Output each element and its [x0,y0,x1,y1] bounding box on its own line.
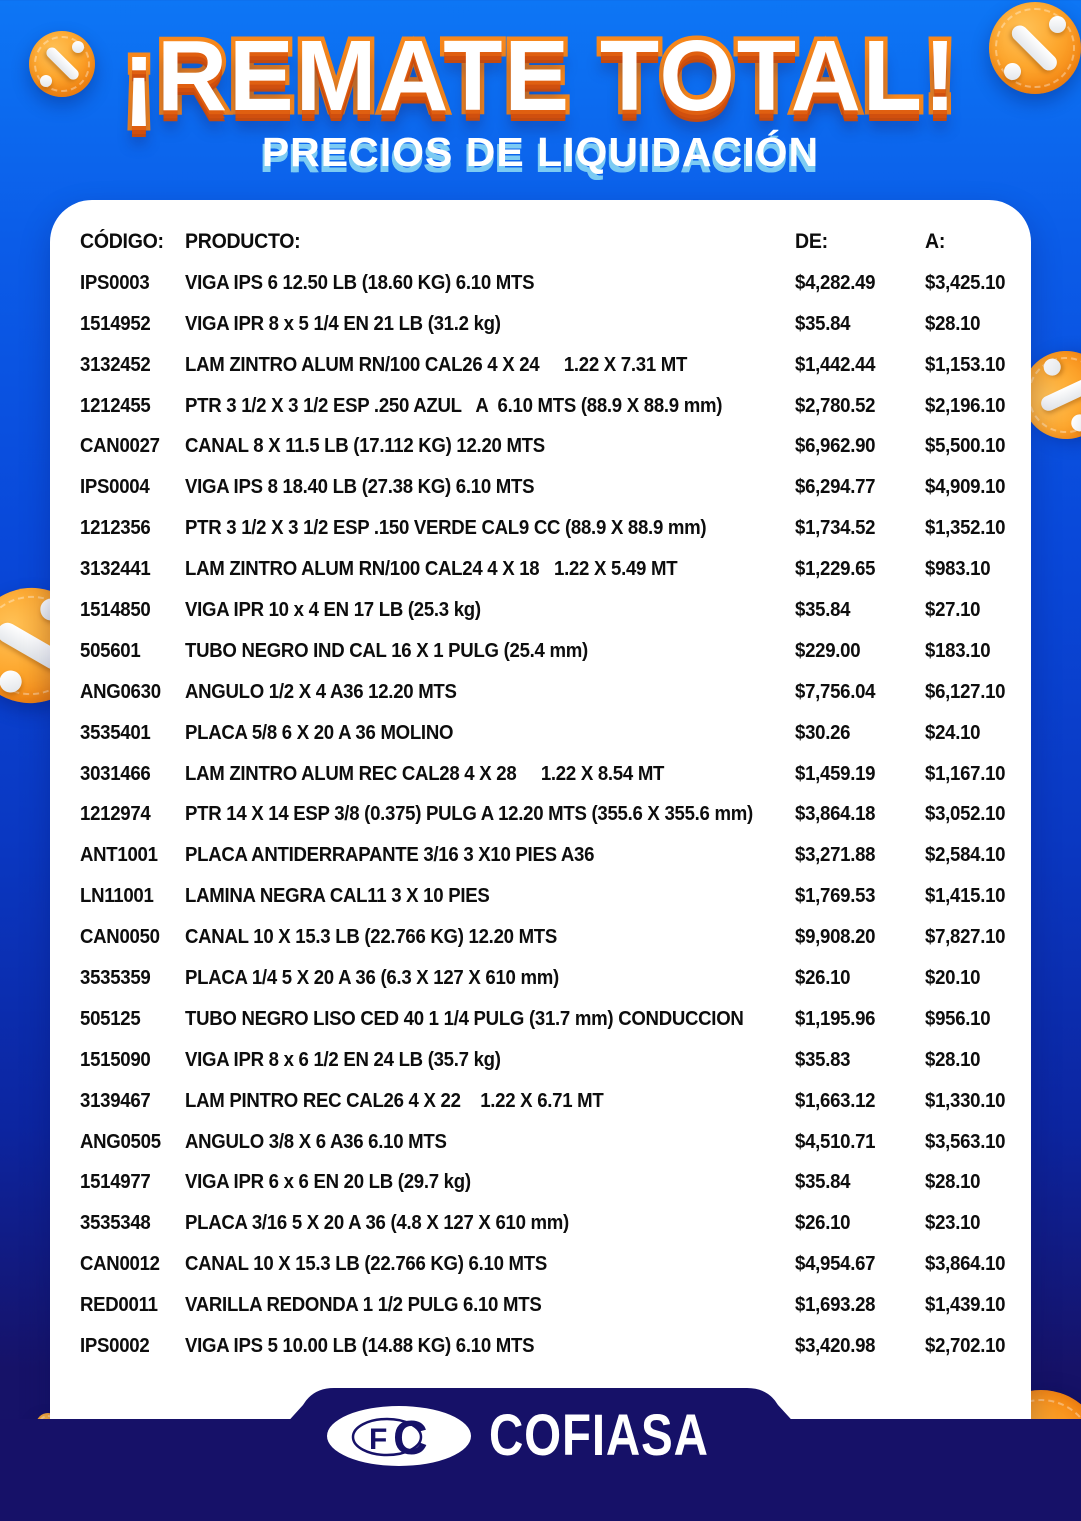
price-a: $1,330.10 [925,1089,1006,1112]
price-a: $956.10 [925,1007,991,1030]
page-title: ¡REMATE TOTAL! [122,20,959,132]
price-de: $35.84 [795,1171,851,1194]
product-code: 1515090 [80,1048,151,1071]
price-a: $1,167.10 [925,762,1006,785]
price-de: $6,294.77 [795,476,876,499]
table-row [50,549,1031,590]
percent-dot [0,668,24,695]
product-description: PLACA 1/4 5 X 20 A 36 (6.3 X 127 X 610 mm) [185,966,559,989]
product-code: 1212974 [80,803,151,826]
brand-name: COFIASA [488,1403,709,1468]
table-row [50,1244,1031,1285]
product-description: ANGULO 1/2 X 4 A36 12.20 MTS [185,680,457,703]
product-code: 1212356 [80,517,151,540]
price-list-card [50,200,1031,1478]
table-row [50,713,1031,754]
price-a: $983.10 [925,558,991,581]
column-header-price-a: A: [925,230,946,254]
price-de: $1,195.96 [795,1007,876,1030]
price-de: $1,769.53 [795,885,876,908]
product-description: PTR 14 X 14 ESP 3/8 (0.375) PULG A 12.20 MTS (355.6 X 355.6 mm) [185,803,753,826]
price-a: $6,127.10 [925,680,1006,703]
price-de: $229.00 [795,639,861,662]
price-de: $6,962.90 [795,435,876,458]
product-description: PLACA 5/8 6 X 20 A 36 MOLINO [185,721,454,744]
product-code: LN11001 [80,885,154,908]
percent-dot [1069,412,1081,433]
price-a: $1,153.10 [925,353,1006,376]
price-de: $3,420.98 [795,1334,876,1357]
column-header-code: CÓDIGO: [80,230,164,254]
product-code: CAN0027 [80,435,160,458]
product-code: 505601 [80,639,141,662]
price-a: $3,864.10 [925,1253,1006,1276]
table-row [50,345,1031,386]
price-a: $2,196.10 [925,394,1006,417]
price-de: $26.10 [795,966,851,989]
product-code: IPS0002 [80,1334,150,1357]
percent-dot [1042,356,1063,377]
price-a: $28.10 [925,1048,981,1071]
price-de: $1,229.65 [795,558,876,581]
product-description: CANAL 10 X 15.3 LB (22.766 KG) 6.10 MTS [185,1253,547,1276]
product-description: CANAL 10 X 15.3 LB (22.766 KG) 12.20 MTS [185,926,558,949]
product-code: 3031466 [80,762,151,785]
price-de: $1,734.52 [795,517,876,540]
cofiasa-fc-ellipse-logo-icon [325,1404,473,1468]
product-description: VIGA IPS 6 12.50 LB (18.60 KG) 6.10 MTS [185,271,535,294]
price-a: $24.10 [925,721,981,744]
product-description: LAM ZINTRO ALUM REC CAL28 4 X 28 1.22 X 8.54 MT [185,762,665,785]
product-description: CANAL 8 X 11.5 LB (17.112 KG) 12.20 MTS [185,435,545,458]
product-code: IPS0003 [80,271,150,294]
price-a: $3,425.10 [925,271,1006,294]
price-de: $3,271.88 [795,844,876,867]
table-row [50,263,1031,304]
price-a: $1,352.10 [925,517,1006,540]
price-a: $23.10 [925,1212,981,1235]
table-row [50,1081,1031,1122]
price-a: $3,052.10 [925,803,1006,826]
product-description: VIGA IPR 8 x 6 1/2 EN 24 LB (35.7 kg) [185,1048,501,1071]
table-row [50,631,1031,672]
table-row [50,999,1031,1040]
price-de: $4,510.71 [795,1130,876,1153]
product-description: VARILLA REDONDA 1 1/2 PULG 6.10 MTS [185,1294,542,1317]
price-de: $1,693.28 [795,1294,876,1317]
table-row [50,426,1031,467]
product-description: LAMINA NEGRA CAL11 3 X 10 PIES [185,885,490,908]
price-a: $28.10 [925,312,981,335]
price-a: $3,563.10 [925,1130,1006,1153]
price-de: $4,954.67 [795,1253,876,1276]
column-header-product: PRODUCTO: [185,230,301,254]
product-code: RED0011 [80,1294,158,1317]
table-row [50,835,1031,876]
table-row [50,1326,1031,1367]
table-row [50,958,1031,999]
table-row [50,917,1031,958]
product-description: PTR 3 1/2 X 3 1/2 ESP .150 VERDE CAL9 CC (88.9 X 88.9 mm) [185,517,707,540]
price-de: $30.26 [795,721,851,744]
price-de: $35.83 [795,1048,851,1071]
product-code: ANT1001 [80,844,158,867]
price-a: $183.10 [925,639,991,662]
price-de: $1,442.44 [795,353,876,376]
price-de: $1,663.12 [795,1089,876,1112]
svg-text:F: F [368,1422,387,1456]
product-description: PTR 3 1/2 X 3 1/2 ESP .250 AZUL A 6.10 MTS (88.9 X 88.9 mm) [185,394,723,417]
table-header-row [50,222,1031,263]
product-description: LAM ZINTRO ALUM RN/100 CAL24 4 X 18 1.22 X 5.49 MT [185,558,678,581]
price-a: $1,439.10 [925,1294,1006,1317]
product-description: PLACA ANTIDERRAPANTE 3/16 3 X10 PIES A36 [185,844,595,867]
svg-text:C: C [392,1411,428,1465]
product-code: CAN0050 [80,926,160,949]
table-row [50,672,1031,713]
product-code: 1514952 [80,312,151,335]
product-code: IPS0004 [80,476,150,499]
product-description: TUBO NEGRO IND CAL 16 X 1 PULG (25.4 mm) [185,639,588,662]
table-row [50,754,1031,795]
product-code: 3139467 [80,1089,151,1112]
price-de: $3,864.18 [795,803,876,826]
product-code: 505125 [80,1007,141,1030]
product-description: TUBO NEGRO LISO CED 40 1 1/4 PULG (31.7 mm) CONDUCCION [185,1007,744,1030]
price-a: $2,702.10 [925,1334,1006,1357]
table-row [50,467,1031,508]
table-row [50,876,1031,917]
table-row [50,386,1031,427]
price-de: $2,780.52 [795,394,876,417]
table-row [50,590,1031,631]
table-row [50,1040,1031,1081]
product-description: VIGA IPS 5 10.00 LB (14.88 KG) 6.10 MTS [185,1334,535,1357]
footer-logo [325,1402,757,1469]
price-de: $9,908.20 [795,926,876,949]
price-a: $2,584.10 [925,844,1006,867]
page-subtitle: PRECIOS DE LIQUIDACIÓN [261,129,820,175]
product-description: LAM PINTRO REC CAL26 4 X 22 1.22 X 6.71 MT [185,1089,604,1112]
product-description: ANGULO 3/8 X 6 A36 6.10 MTS [185,1130,447,1153]
table-row [50,794,1031,835]
product-code: 3535348 [80,1212,151,1235]
table-row [50,1122,1031,1163]
price-a: $4,909.10 [925,476,1006,499]
price-de: $35.84 [795,312,851,335]
product-description: LAM ZINTRO ALUM RN/100 CAL26 4 X 24 1.22 X 7.31 MT [185,353,688,376]
price-a: $7,827.10 [925,926,1006,949]
price-de: $35.84 [795,598,851,621]
product-description: VIGA IPS 8 18.40 LB (27.38 KG) 6.10 MTS [185,476,535,499]
price-de: $26.10 [795,1212,851,1235]
table-body [50,263,1031,1367]
product-description: PLACA 3/16 5 X 20 A 36 (4.8 X 127 X 610 mm) [185,1212,569,1235]
percent-bar [1038,377,1081,414]
table-row [50,1162,1031,1203]
product-code: 1514977 [80,1171,151,1194]
price-a: $1,415.10 [925,885,1006,908]
product-code: ANG0505 [80,1130,161,1153]
product-code: 1514850 [80,598,151,621]
price-a: $28.10 [925,1171,981,1194]
product-description: VIGA IPR 6 x 6 EN 20 LB (29.7 kg) [185,1171,471,1194]
product-code: 3132452 [80,353,151,376]
price-a: $20.10 [925,966,981,989]
product-code: CAN0012 [80,1253,160,1276]
price-a: $27.10 [925,598,981,621]
product-code: 3535359 [80,966,151,989]
price-de: $1,459.19 [795,762,876,785]
product-description: VIGA IPR 10 x 4 EN 17 LB (25.3 kg) [185,598,481,621]
price-de: $4,282.49 [795,271,876,294]
product-code: 3535401 [80,721,151,744]
price-de: $7,756.04 [795,680,876,703]
column-header-price-de: DE: [795,230,828,254]
price-a: $5,500.10 [925,435,1006,458]
product-code: 1212455 [80,394,151,417]
table-row [50,1203,1031,1244]
table-row [50,304,1031,345]
product-code: ANG0630 [80,680,161,703]
product-code: 3132441 [80,558,151,581]
product-description: VIGA IPR 8 x 5 1/4 EN 21 LB (31.2 kg) [185,312,501,335]
table-row [50,508,1031,549]
table-row [50,1285,1031,1326]
